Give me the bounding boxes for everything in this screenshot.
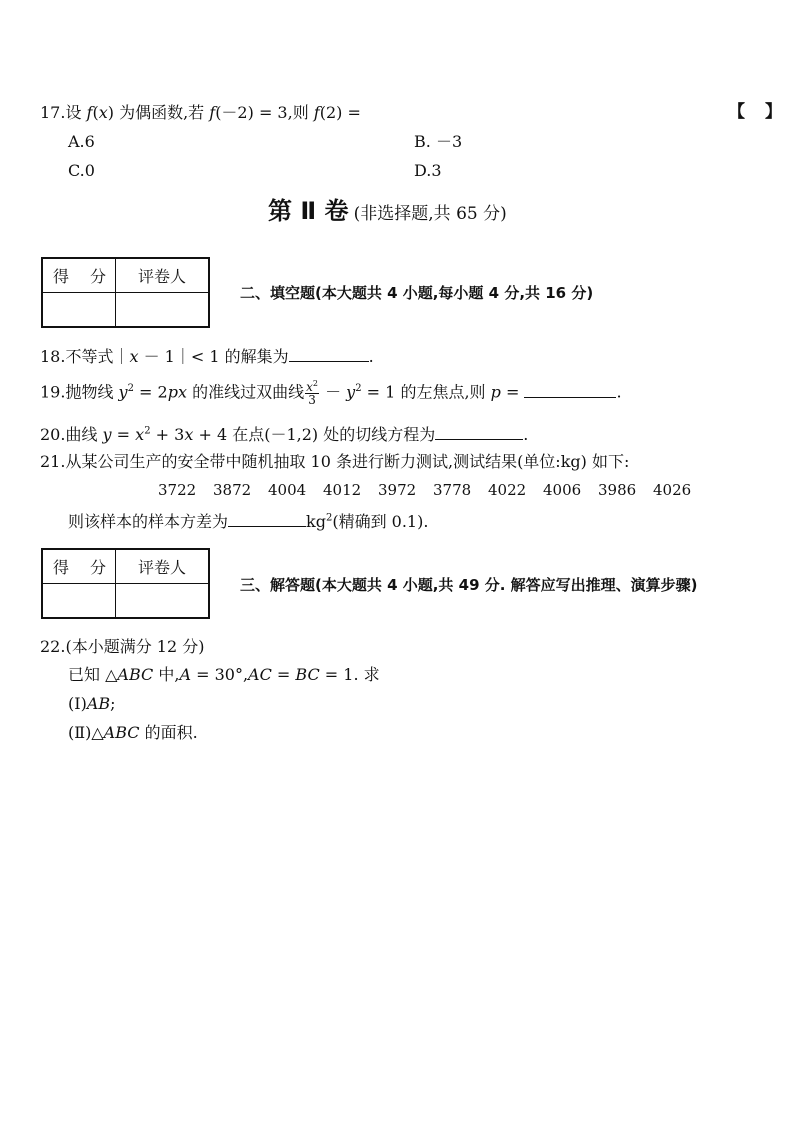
q17-stem: 17.设 f(x) 为偶函数,若 f(－2) = 3,则 f(2) = [40,103,361,122]
q21-data-row [158,481,708,499]
hyperbola-fraction: $\frac{x^2}{3}$ [306,379,318,407]
grader-cell[interactable] [116,584,210,619]
q20: 20.曲线 $y = x^2 + 3x + 4$ 在点(－1,2) 处的切线方程为 . [40,425,529,444]
score-cell[interactable] [42,584,116,619]
data-value: 4026 [653,481,692,499]
q22-part-1: (Ⅰ)AB; [68,694,116,713]
q17-number: 17. [40,103,66,122]
q20-answer-blank[interactable] [435,423,523,440]
q17-option-b[interactable]: B. －3 [414,132,463,151]
grader-cell[interactable] [116,293,210,328]
data-value: 4006 [543,481,582,499]
data-value: 3986 [598,481,637,499]
q17-option-a[interactable]: A.6 [68,132,95,151]
q18-answer-blank[interactable] [289,345,369,362]
data-value: 4004 [268,481,307,499]
q18: 18.不等式｜x － 1｜< 1 的解集为 . [40,347,374,366]
score-table-1: 得 分 评卷人 [41,257,210,328]
q22-title: 22.(本小题满分 12 分) [40,637,205,656]
data-value: 4012 [323,481,362,499]
data-value: 3778 [433,481,472,499]
section-title: 第 Ⅱ 卷 (非选择题,共 65 分) [268,197,507,225]
q19: 19.抛物线 $y^2 = 2px$ 的准线过双曲线 $\frac{x^2}{3}$ － $y^2 = 1$ 的左焦点,则 p = . [40,379,622,407]
q21-answer-blank[interactable] [228,510,306,527]
data-value: 4022 [488,481,527,499]
q17-option-d[interactable]: D.3 [414,161,442,180]
data-value: 3722 [158,481,197,499]
answer-bracket[interactable]: 【 】 [728,102,782,122]
q21-stem: 21.从某公司生产的安全带中随机抽取 10 条进行断力测试,测试结果(单位:kg) 如下: [40,452,630,471]
q22-given: 已知 △ABC 中,A = 30°,AC = BC = 1. 求 [68,665,380,684]
q17-option-c[interactable]: C.0 [68,161,95,180]
part2-heading: 二、填空题(本大题共 4 小题,每小题 4 分,共 16 分) [240,284,594,302]
score-table-2: 得 分 评卷人 [41,548,210,619]
q21-answer-line: 则该样本的样本方差为 $kg^2$(精确到 0.1). [68,512,429,531]
section-subtitle: (非选择题,共 65 分) [353,204,507,224]
score-cell[interactable] [42,293,116,328]
part3-heading: 三、解答题(本大题共 4 小题,共 49 分. 解答应写出推理、演算步骤) [240,576,698,594]
data-value: 3872 [213,481,252,499]
q22-part-2: (Ⅱ)△ABC 的面积. [68,723,198,742]
data-value: 3972 [378,481,417,499]
q19-answer-blank[interactable] [524,381,616,398]
